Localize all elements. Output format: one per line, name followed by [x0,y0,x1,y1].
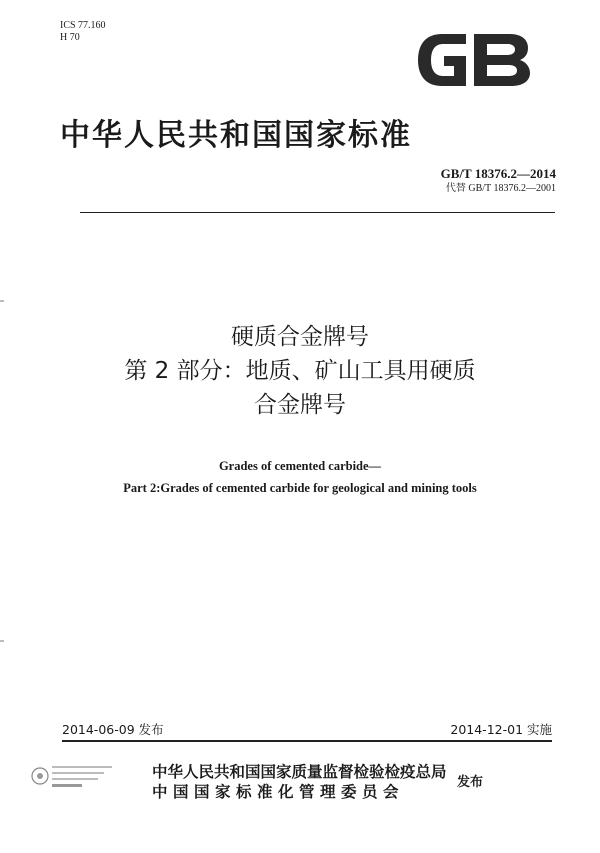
issue-action-label: 发布 [457,775,484,790]
header-divider [80,212,555,213]
ccs-code: H 70 [60,32,80,43]
footer-divider [62,740,552,742]
chinese-title-line-3: 合金牌号 [254,392,346,418]
gb-logo-b [474,34,530,86]
issuing-organizations [152,762,447,802]
gb-logo [414,30,534,90]
anti-counterfeit-seal-icon [30,760,116,800]
ics-code: ICS 77.160 [60,20,106,31]
issuer-sac: 中国国家标准化管理委员会 [152,782,405,801]
implementation-date: 2014-12-01 实施 [450,722,552,737]
chinese-title-line-1: 硬质合金牌号 [231,324,369,350]
english-title-line-1: Grades of cemented carbide— [218,459,382,473]
issuer-aqsiq: 中华人民共和国国家质量监督检验检疫总局 [152,762,447,781]
chinese-title-line-2: 第 2 部分：地质、矿山工具用硬质 [124,358,476,384]
scan-edge-mark [0,640,4,642]
replaces-standard: 代替 GB/T 18376.2—2001 [445,183,556,194]
chinese-title [0,322,600,420]
issue-date: 2014-06-09 发布 [62,722,164,737]
date-row [62,720,552,738]
standard-number: GB/T 18376.2—2014 [440,166,556,181]
gb-logo-label: GB [414,30,416,31]
classification-codes [60,20,106,44]
scan-edge-mark [0,300,4,302]
gb-logo-g [418,34,466,86]
standard-number-block [441,166,556,195]
english-title [0,455,600,499]
national-standard-title: 中华人民共和国国家标准 [60,118,412,153]
english-title-line-2: Part 2:Grades of cemented carbide for geological and mining tools [123,481,477,495]
